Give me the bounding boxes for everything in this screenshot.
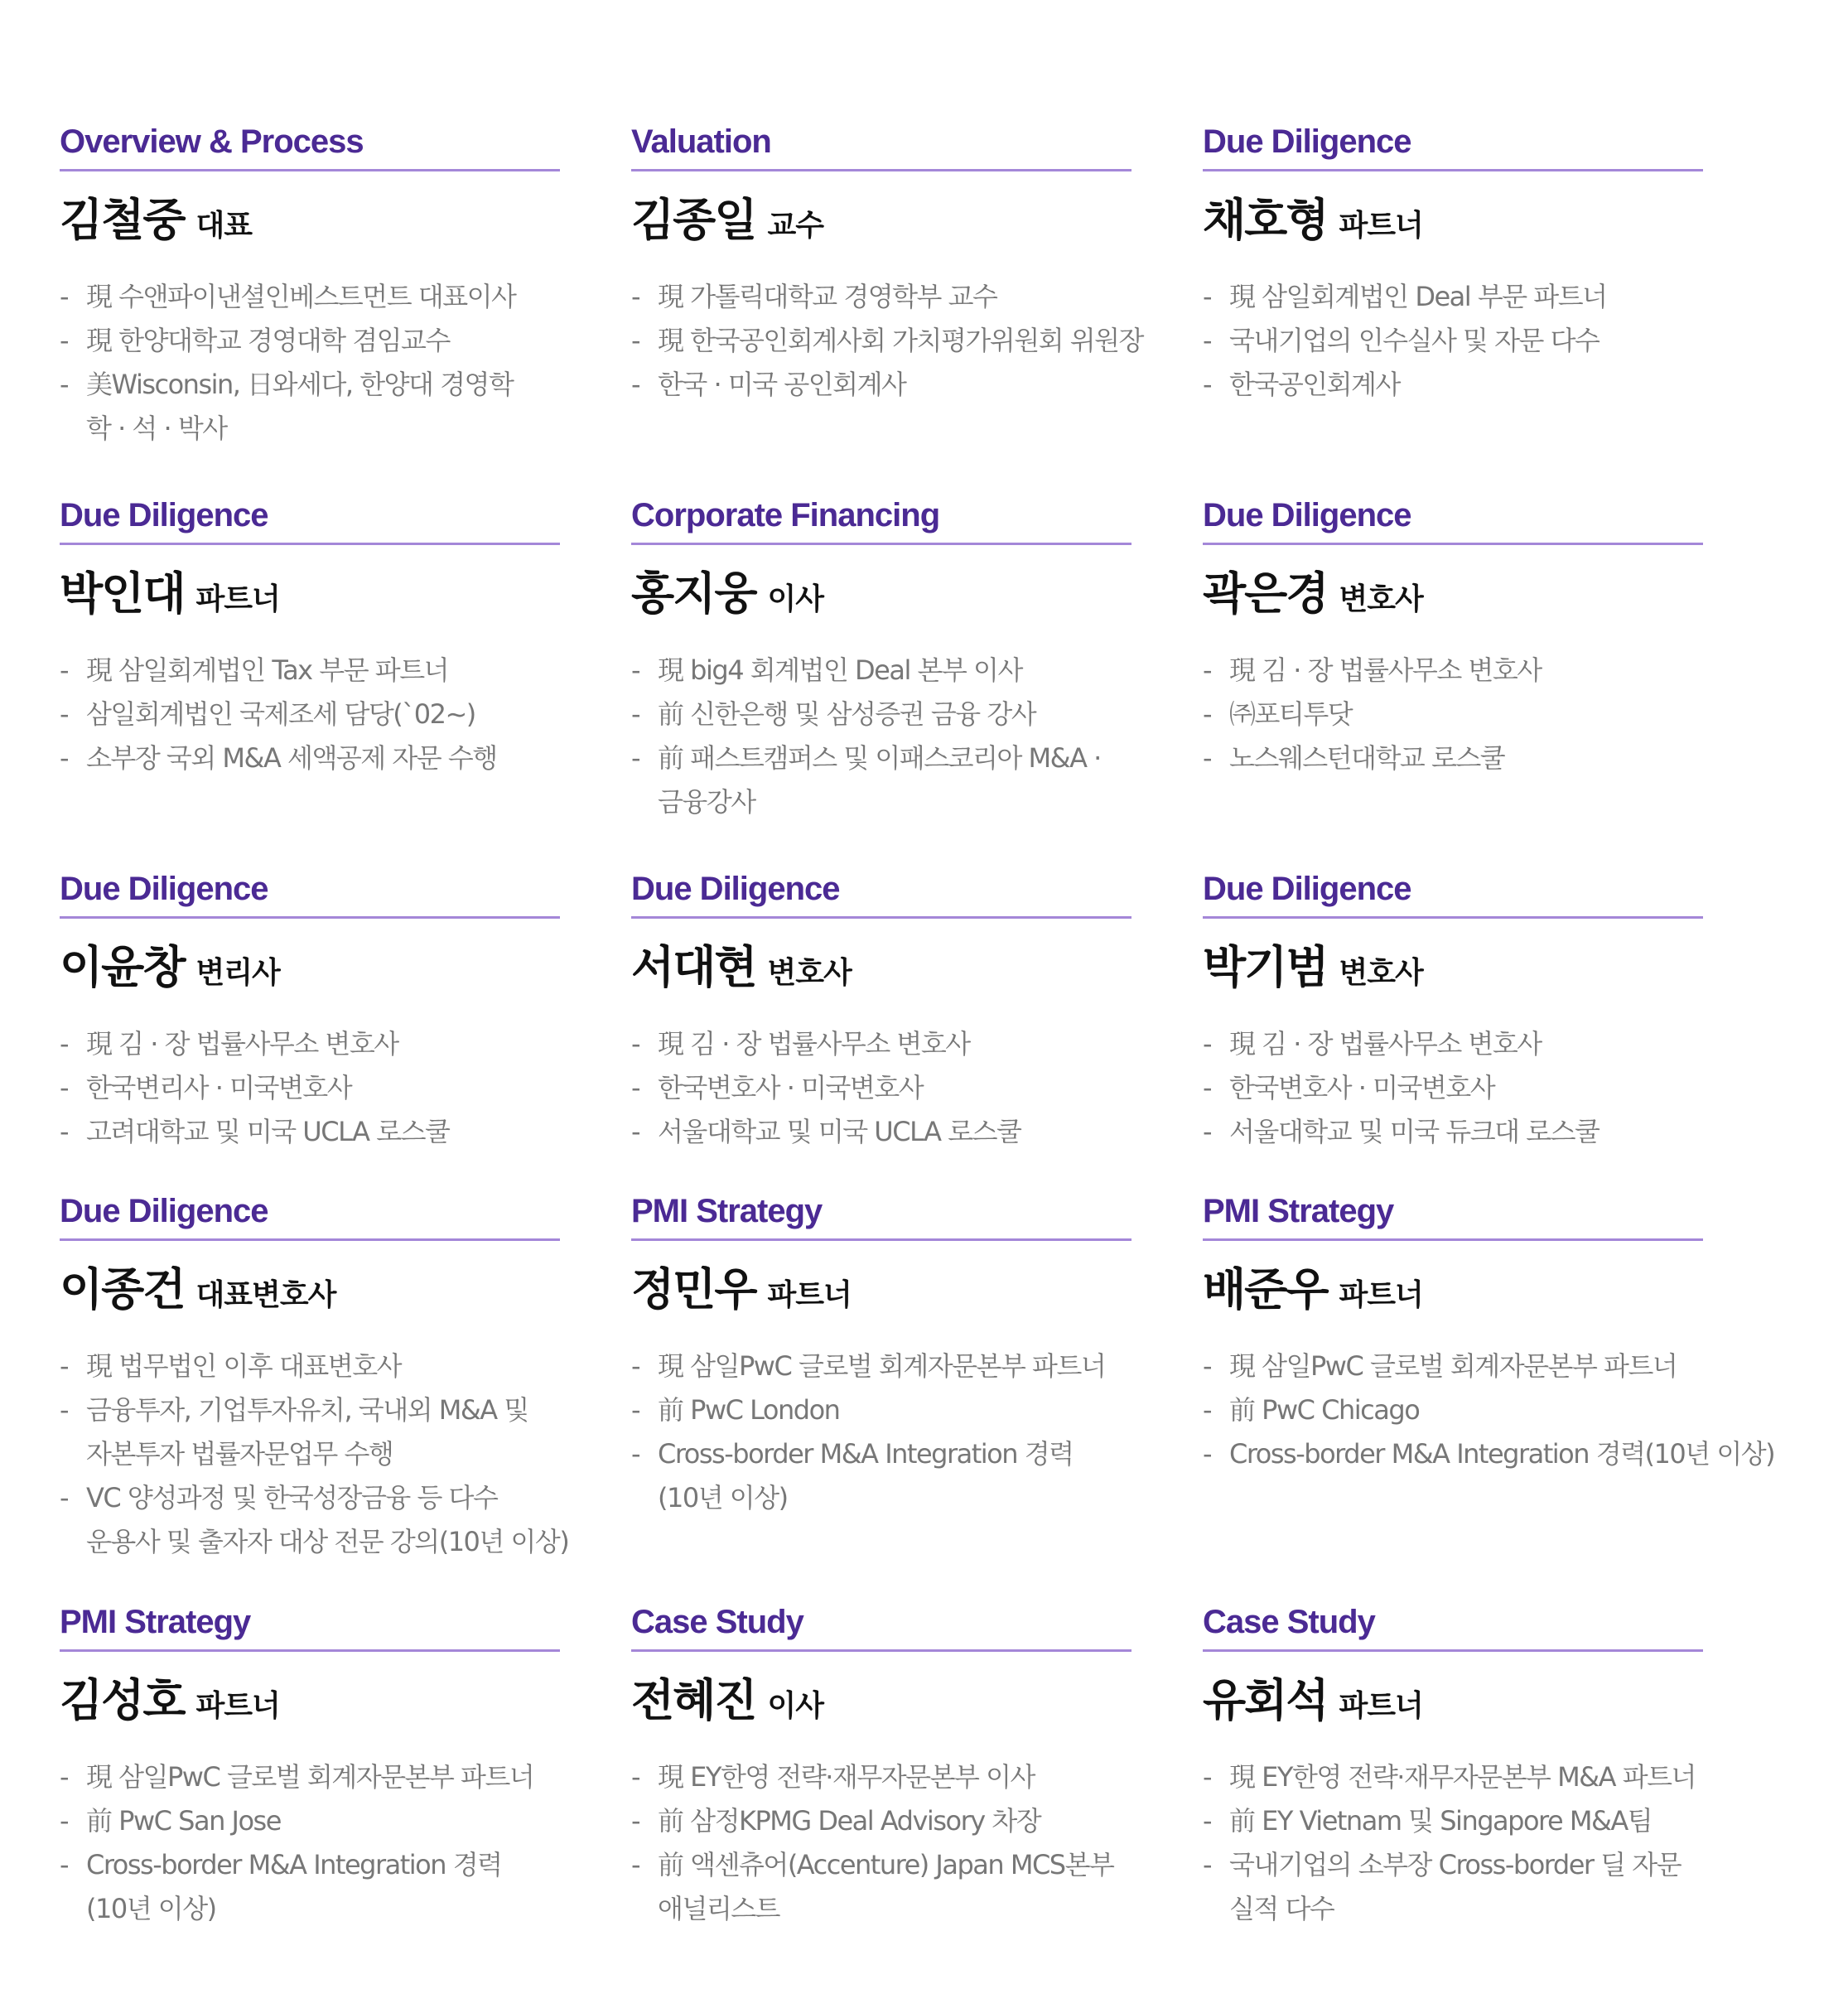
course-category: Due Diligence (1203, 123, 1411, 160)
instructor-heading (631, 567, 823, 620)
instructor-title: 이사 (767, 582, 824, 616)
course-category: Due Diligence (631, 871, 840, 907)
instructor-title: 교수 (767, 209, 824, 243)
instructor-heading (1203, 1263, 1423, 1316)
category-divider (1203, 1649, 1703, 1652)
category-divider (60, 1238, 560, 1241)
career-item: - 現 EY한영 전략·재무자문본부 이사 (631, 1755, 1113, 1799)
career-item: - 現 한양대학교 경영대학 겸임교수 (60, 319, 515, 363)
career-item: - 現 가톨릭대학교 경영학부 교수 (631, 275, 1143, 319)
instructor-heading (60, 1263, 335, 1316)
career-list (1203, 649, 1542, 780)
course-category: Case Study (1203, 1604, 1375, 1640)
category-divider (1203, 169, 1703, 171)
career-item: - 前 패스트캠퍼스 및 이패스코리아 M&A · 금융강사 (631, 736, 1101, 824)
course-category: Due Diligence (1203, 871, 1411, 907)
career-item: - 前 PwC San Jose (60, 1799, 533, 1843)
career-item: - 前 EY Vietnam 및 Singapore M&A팀 (1203, 1799, 1696, 1843)
career-list (631, 275, 1143, 407)
category-divider (1203, 1238, 1703, 1241)
instructor-name: 서대현 (631, 941, 756, 993)
career-item: - 現 법무법인 이후 대표변호사 (60, 1344, 568, 1388)
career-item: - 現 EY한영 전략·재무자문본부 M&A 파트너 (1203, 1755, 1696, 1799)
course-category: Due Diligence (60, 497, 268, 533)
career-item: - 국내기업의 인수실사 및 자문 다수 (1203, 319, 1607, 363)
career-item: - Cross-border M&A Integration 경력(10년 이상) (1203, 1432, 1774, 1476)
instructor-name: 박인대 (60, 567, 185, 620)
career-item: - 서울대학교 및 미국 듀크대 로스쿨 (1203, 1110, 1599, 1154)
career-item: - 現 삼일회계법인 Deal 부문 파트너 (1203, 275, 1607, 319)
instructor-name: 유회석 (1203, 1674, 1328, 1726)
instructor-title: 파트너 (195, 582, 280, 616)
instructor-title: 변리사 (195, 956, 280, 990)
career-item: - 前 PwC London (631, 1388, 1105, 1432)
instructor-title: 대표변호사 (195, 1278, 336, 1312)
instructor-title: 파트너 (1339, 1278, 1423, 1312)
instructor-title: 변호사 (767, 956, 852, 990)
career-item: - 現 김 · 장 법률사무소 변호사 (1203, 1022, 1599, 1066)
instructor-heading (631, 1674, 823, 1727)
category-divider (631, 916, 1131, 919)
instructor-heading (60, 941, 280, 994)
career-list (631, 1022, 1021, 1154)
instructor-title: 변호사 (1339, 956, 1423, 990)
instructor-title: 파트너 (767, 1278, 852, 1312)
course-category: Valuation (631, 123, 771, 160)
instructor-title: 대표 (195, 209, 253, 243)
career-item: - 前 PwC Chicago (1203, 1388, 1774, 1432)
instructor-name: 이윤창 (60, 941, 185, 993)
career-list (631, 1755, 1113, 1931)
career-item: - 한국변호사 · 미국변호사 (631, 1066, 1021, 1110)
career-item: - 한국변호사 · 미국변호사 (1203, 1066, 1599, 1110)
career-list (60, 1755, 533, 1931)
career-item: - 現 삼일PwC 글로벌 회계자문본부 파트너 (60, 1755, 533, 1799)
career-item: - 前 삼정KPMG Deal Advisory 차장 (631, 1799, 1113, 1843)
category-divider (631, 1238, 1131, 1241)
instructor-name: 곽은경 (1203, 567, 1328, 620)
instructor-heading (1203, 194, 1423, 247)
career-item: - Cross-border M&A Integration 경력 (10년 이상) (60, 1843, 533, 1931)
career-list (1203, 1344, 1774, 1476)
category-divider (631, 169, 1131, 171)
career-list (1203, 1755, 1696, 1931)
instructor-name: 홍지웅 (631, 567, 756, 620)
course-category: PMI Strategy (60, 1604, 251, 1640)
career-item: - 現 김 · 장 법률사무소 변호사 (60, 1022, 449, 1066)
career-item: - 現 한국공인회계사회 가치평가위원회 위원장 (631, 319, 1143, 363)
instructor-title: 파트너 (1339, 209, 1423, 243)
career-list (631, 649, 1101, 824)
instructor-title: 변호사 (1339, 582, 1423, 616)
career-item: - ㈜포티투닷 (1203, 693, 1542, 736)
career-list (1203, 1022, 1599, 1154)
instructor-heading (1203, 1674, 1423, 1727)
instructor-title: 이사 (767, 1689, 824, 1723)
course-category: PMI Strategy (631, 1193, 823, 1229)
category-divider (60, 1649, 560, 1652)
category-divider (60, 543, 560, 545)
career-item: - 現 삼일PwC 글로벌 회계자문본부 파트너 (631, 1344, 1105, 1388)
career-item: - 금융투자, 기업투자유치, 국내외 M&A 및 자본투자 법률자문업무 수행 (60, 1388, 568, 1476)
career-item: - Cross-border M&A Integration 경력 (10년 이상) (631, 1432, 1105, 1520)
instructor-heading (1203, 567, 1423, 620)
category-divider (631, 1649, 1131, 1652)
career-item: - 한국공인회계사 (1203, 363, 1607, 407)
career-item: - 現 삼일회계법인 Tax 부문 파트너 (60, 649, 497, 693)
course-category: Due Diligence (1203, 497, 1411, 533)
instructor-heading (60, 567, 280, 620)
career-item: - 前 신한은행 및 삼성증권 금융 강사 (631, 693, 1101, 736)
instructor-name: 전혜진 (631, 1674, 756, 1726)
instructor-heading (631, 1263, 852, 1316)
career-item: - 삼일회계법인 국제조세 담당(`02~) (60, 693, 497, 736)
category-divider (631, 543, 1131, 545)
instructor-heading (631, 194, 823, 247)
instructor-heading (60, 194, 252, 247)
career-item: - 소부장 국외 M&A 세액공제 자문 수행 (60, 736, 497, 780)
career-item: - 국내기업의 소부장 Cross-border 딜 자문 실적 다수 (1203, 1843, 1696, 1931)
career-item: - 前 액센츄어(Accenture) Japan MCS본부 애널리스트 (631, 1843, 1113, 1931)
career-list (60, 1344, 568, 1564)
career-item: - 고려대학교 및 미국 UCLA 로스쿨 (60, 1110, 449, 1154)
career-list (60, 1022, 449, 1154)
career-item: - VC 양성과정 및 한국성장금융 등 다수 운용사 및 출자자 대상 전문 강의(10년 이상) (60, 1476, 568, 1564)
career-item: - 美Wisconsin, 日와세다, 한양대 경영학 학 · 석 · 박사 (60, 363, 515, 451)
career-item: - 現 수앤파이낸셜인베스트먼트 대표이사 (60, 275, 515, 319)
course-category: Due Diligence (60, 1193, 268, 1229)
course-category: Overview & Process (60, 123, 364, 160)
instructor-name: 김종일 (631, 194, 756, 246)
instructor-title: 파트너 (195, 1689, 280, 1723)
course-category: Corporate Financing (631, 497, 940, 533)
instructor-name: 채호형 (1203, 194, 1328, 246)
instructor-name: 이종건 (60, 1263, 185, 1315)
course-category: Due Diligence (60, 871, 268, 907)
instructor-name: 김성호 (60, 1674, 185, 1726)
career-list (60, 275, 515, 451)
career-item: - 現 김 · 장 법률사무소 변호사 (1203, 649, 1542, 693)
career-item: - 서울대학교 및 미국 UCLA 로스쿨 (631, 1110, 1021, 1154)
career-item: - 한국변리사 · 미국변호사 (60, 1066, 449, 1110)
career-item: - 노스웨스턴대학교 로스쿨 (1203, 736, 1542, 780)
instructor-heading (60, 1674, 280, 1727)
instructor-name: 김철중 (60, 194, 185, 246)
career-list (1203, 275, 1607, 407)
career-item: - 現 김 · 장 법률사무소 변호사 (631, 1022, 1021, 1066)
course-category: PMI Strategy (1203, 1193, 1394, 1229)
category-divider (60, 916, 560, 919)
instructor-title: 파트너 (1339, 1689, 1423, 1723)
course-category: Case Study (631, 1604, 803, 1640)
career-list (60, 649, 497, 780)
category-divider (1203, 543, 1703, 545)
career-list (631, 1344, 1105, 1520)
instructor-name: 박기범 (1203, 941, 1328, 993)
instructor-name: 배준우 (1203, 1263, 1328, 1315)
instructor-heading (1203, 941, 1423, 994)
category-divider (1203, 916, 1703, 919)
instructor-name: 정민우 (631, 1263, 756, 1315)
career-item: - 한국 · 미국 공인회계사 (631, 363, 1143, 407)
category-divider (60, 169, 560, 171)
career-item: - 現 big4 회계법인 Deal 본부 이사 (631, 649, 1101, 693)
career-item: - 現 삼일PwC 글로벌 회계자문본부 파트너 (1203, 1344, 1774, 1388)
instructor-heading (631, 941, 852, 994)
